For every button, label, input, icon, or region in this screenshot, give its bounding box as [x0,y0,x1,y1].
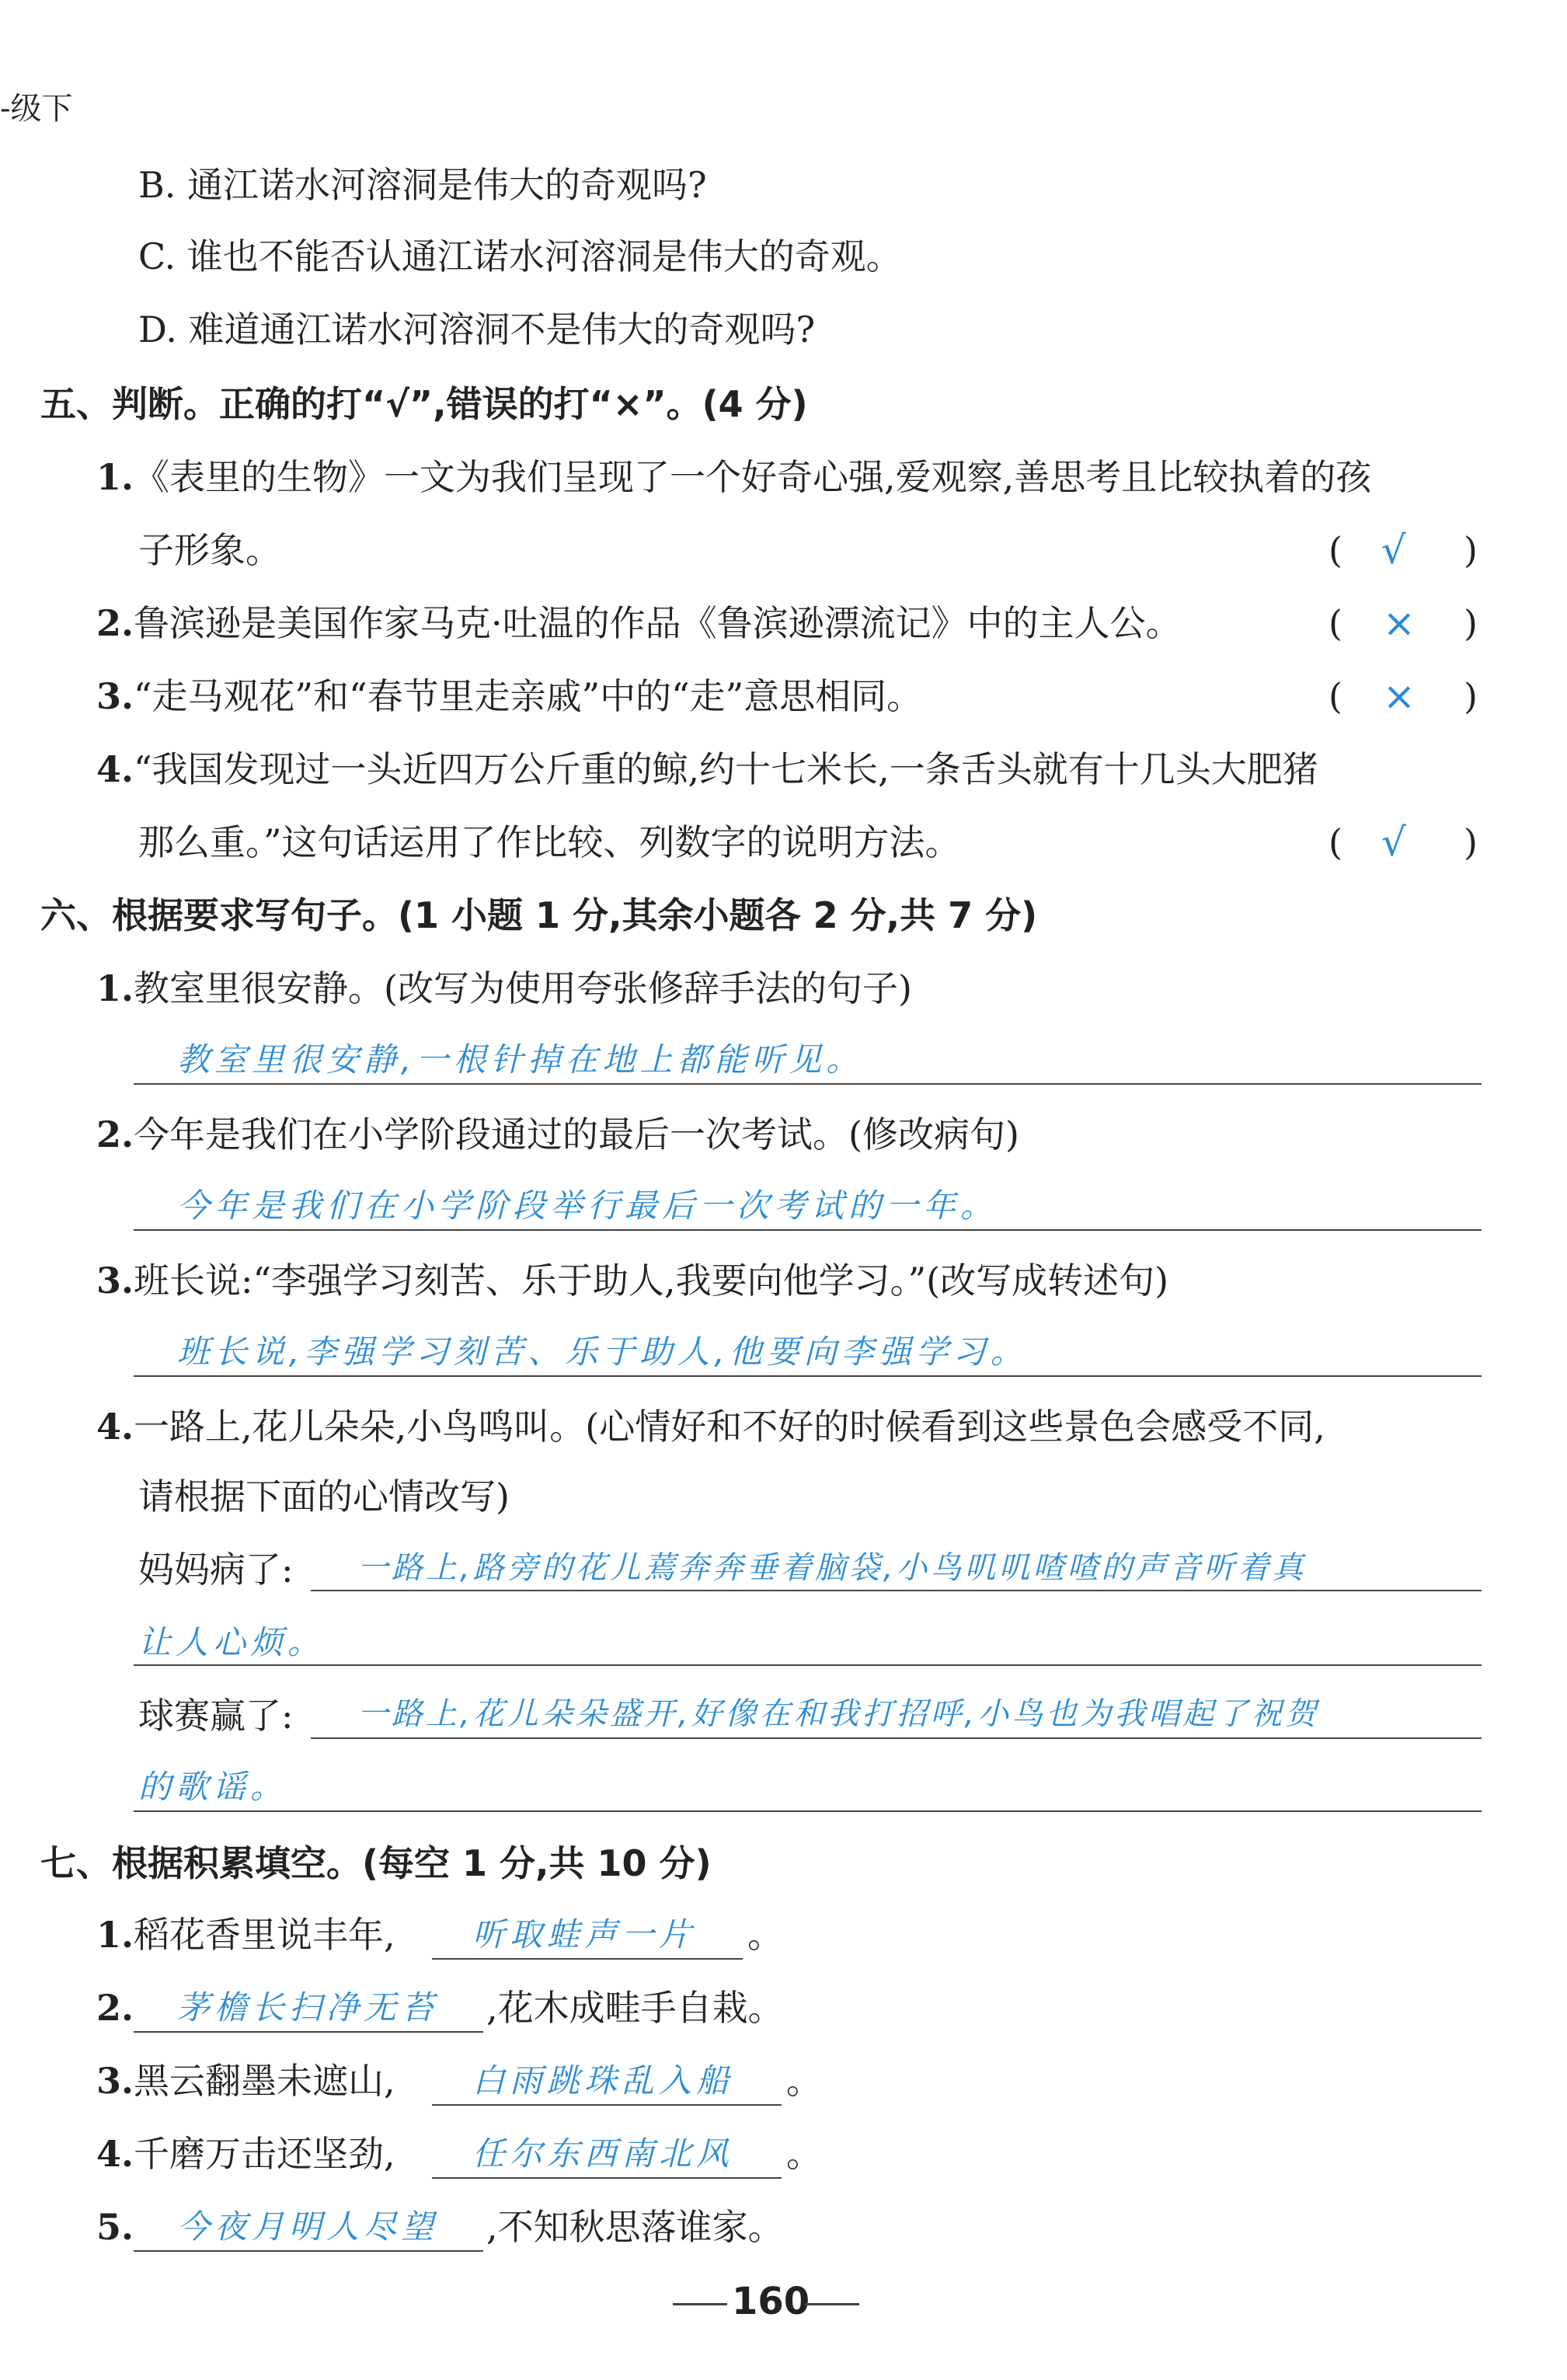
s6-item2-answer-line [134,1229,1482,1231]
s6-item2-answer: 今年是我们在小学阶段举行最后一次考试的一年。 [177,1187,998,1225]
s7-item4-after: 。 [786,2133,822,2175]
s5-item2-paren-right: ) [1464,602,1478,644]
s6-item1-answer: 教室里很安静,一根针掉在地上都能听见。 [177,1040,864,1078]
s7-item3-after: 。 [786,2060,822,2102]
s6-item3-answer: 班长说,李强学习刻苦、乐于助人,他要向李强学习。 [177,1333,1028,1371]
s7-item2-num: 2. [96,1987,134,2029]
s7-item1-answer: 听取蛙声一片 [472,1915,697,1953]
mood1-answer-line1: 一路上,路旁的花儿蔫奔奔垂着脑袋,小鸟叽叽喳喳的声音听着真 [357,1550,1307,1586]
s7-item2-answer: 茅檐长扫净无苔 [177,1988,439,2026]
s6-item3-answer-line [134,1375,1482,1377]
section7-title: 七、根据积累填空。(每空 1 分,共 10 分) [40,1842,712,1884]
s5-item4-line1: 4.“我国发现过一头近四万公斤重的鲸,约十七米长,一条舌头就有十几头大肥猪 [96,748,1318,790]
option-c: C. 谁也不能否认通江诺水河溶洞是伟大的奇观。 [138,235,902,277]
s5-item4-line2: 那么重。”这句话运用了作比较、列数字的说明方法。 [138,821,961,863]
s6-item2-prompt: 2.今年是我们在小学阶段通过的最后一次考试。(修改病句) [96,1113,1019,1155]
s5-item1-answer: √ [1381,528,1406,573]
s7-item3-blank [432,2104,782,2106]
section5-title: 五、判断。正确的打“√”,错误的打“×”。(4 分) [40,383,808,425]
mood1-answer-line1-rule [311,1590,1482,1591]
s5-item1-paren-left: ( [1328,529,1342,571]
s5-item4-paren-right: ) [1464,821,1478,863]
s5-item3-paren-left: ( [1328,675,1342,717]
s7-item3-before: 3.黑云翻墨未遮山, [96,2060,395,2102]
page-number-dash-left [673,2303,727,2305]
s7-item1-before: 1.稻花香里说丰年, [96,1914,395,1956]
grade-header: -级下 [0,91,73,127]
s7-item5-after: ,不知秋思落谁家。 [486,2206,784,2248]
s6-item4-prompt-line2: 请根据下面的心情改写) [138,1476,510,1518]
option-b: B. 通江诺水河溶洞是伟大的奇观吗? [138,164,707,206]
mood2-answer-line2-rule [134,1810,1482,1812]
s7-item1-after: 。 [747,1914,783,1956]
s7-item5-answer: 今夜月明人尽望 [177,2208,439,2246]
s6-item1-prompt: 1.教室里很安静。(改写为使用夸张修辞手法的句子) [96,967,912,1009]
s7-item5-num: 5. [96,2206,134,2248]
s5-item4-paren-left: ( [1328,821,1342,863]
mood2-answer-line1-rule [311,1737,1482,1739]
s5-item3: 3.“走马观花”和“春节里走亲戚”中的“走”意思相同。 [96,675,923,717]
option-d: D. 难道通江诺水河溶洞不是伟大的奇观吗? [138,308,816,350]
page-number: 160 [732,2280,810,2323]
s6-item4-prompt-line1: 4.一路上,花儿朵朵,小鸟鸣叫。(心情好和不好的时候看到这些景色会感受不同, [96,1406,1325,1448]
s7-item2-blank [134,2031,483,2033]
s6-item3-prompt: 3.班长说:“李强学习刻苦、乐于助人,我要向他学习。”(改写成转述句) [96,1260,1169,1302]
section6-title: 六、根据要求写句子。(1 小题 1 分,其余小题各 2 分,共 7 分) [40,894,1038,936]
mood2-answer-line1: 一路上,花儿朵朵盛开,好像在和我打招呼,小鸟也为我唱起了祝贺 [357,1696,1320,1732]
s5-item3-paren-right: ) [1464,675,1478,717]
mood1-label: 妈妈病了: [138,1549,294,1591]
s7-item4-answer: 任尔东西南北风 [472,2134,734,2173]
s5-item1-line1: 1.《表里的生物》一文为我们呈现了一个好奇心强,爱观察,善思考且比较执着的孩 [96,456,1372,498]
page-number-dash-right [805,2303,859,2305]
s5-item1-paren-right: ) [1464,529,1478,571]
s7-item3-answer: 白雨跳珠乱入船 [472,2061,734,2099]
s7-item5-blank [134,2250,483,2252]
s5-item4-answer: √ [1381,820,1406,865]
s5-item3-answer: × [1383,674,1416,719]
s7-item4-blank [432,2177,782,2179]
mood2-answer-line2: 的歌谣。 [138,1768,288,1806]
mood2-label: 球赛赢了: [138,1695,294,1737]
s6-item1-answer-line [134,1083,1482,1085]
s7-item4-before: 4.千磨万击还坚劲, [96,2133,395,2175]
mood1-answer-line2-rule [134,1664,1482,1666]
s5-item2: 2.鲁滨逊是美国作家马克·吐温的作品《鲁滨逊漂流记》中的主人公。 [96,602,1182,644]
s7-item2-after: ,花木成畦手自栽。 [486,1987,784,2029]
s5-item1-line2: 子形象。 [138,529,281,571]
s7-item1-blank [432,1958,743,1960]
mood1-answer-line2: 让人心烦。 [138,1623,326,1661]
s5-item2-answer: × [1383,601,1416,646]
s5-item2-paren-left: ( [1328,602,1342,644]
